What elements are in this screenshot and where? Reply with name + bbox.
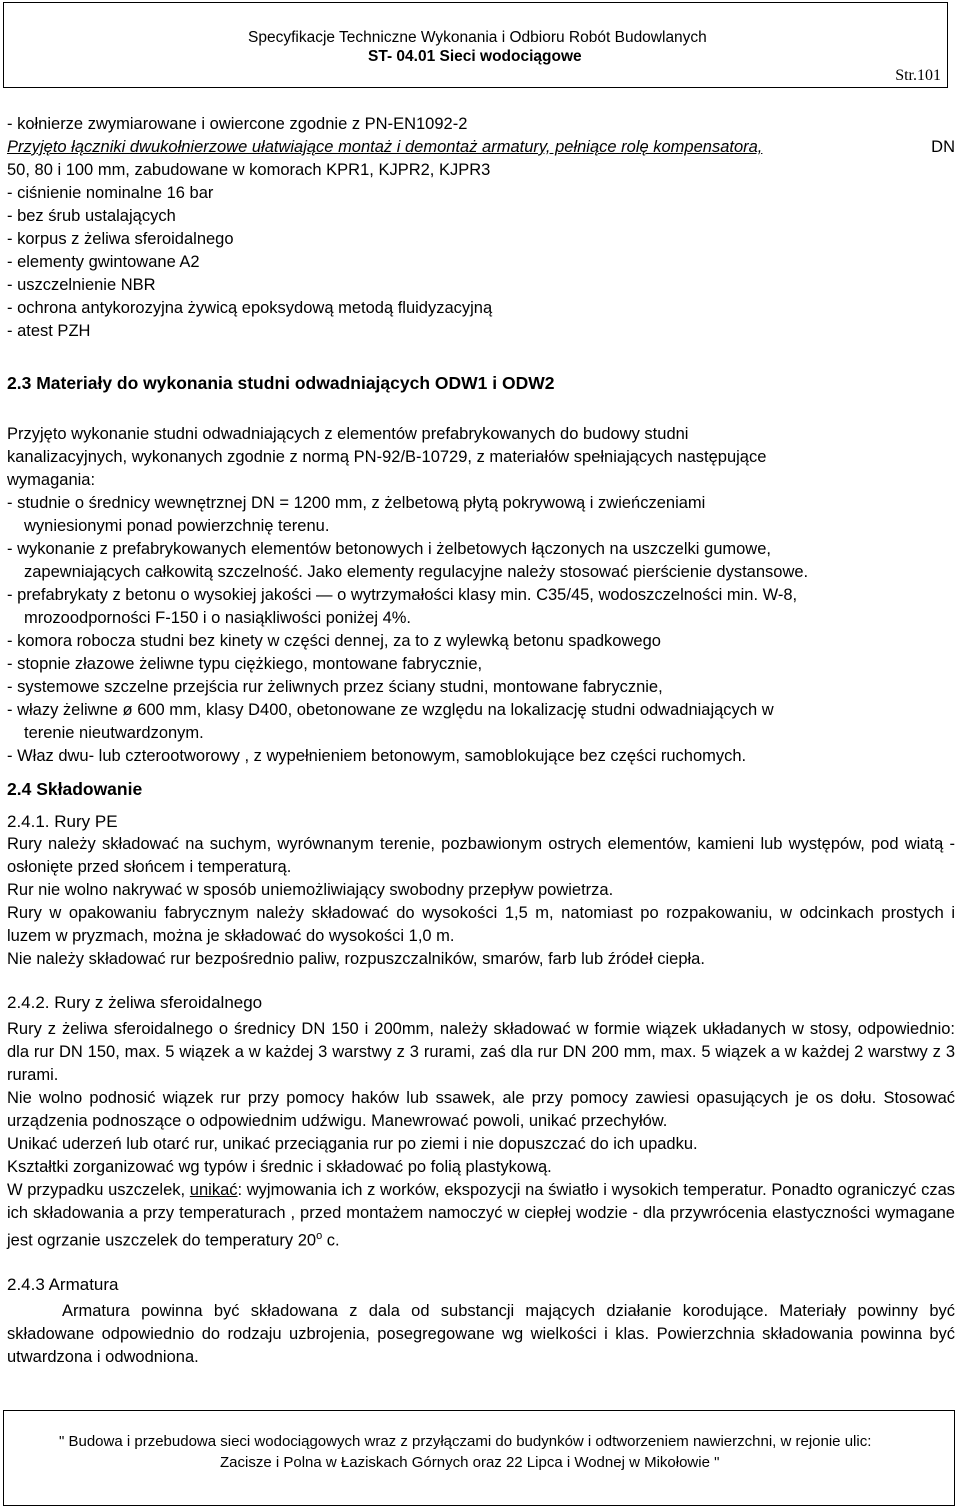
paragraph-text: : wyjmowania ich z worków, ekspozycji na światło i wysokich temperatur. Ponadto ograniczyć czas ich składowania a przy temperaturach , przed montażem namoczyć w ciepłej wodzie - dla przywrócenia elastyczności wymagane jest ogrzanie uszczelek do temperatury 20	[7, 1181, 956, 1250]
paragraph: Rur nie wolno nakrywać w sposób uniemożliwiający swobodny przepływ powietrza.	[7, 881, 614, 899]
list-item-continued: terenie nieutwardzonym.	[24, 724, 204, 742]
paragraph-text: c.	[322, 1231, 340, 1250]
document-body	[7, 113, 955, 1369]
list-item: - ochrona antykorozyjna żywicą epoksydową metodą fluidyzacyjną	[7, 299, 493, 317]
subsection-heading: 2.4.1. Rury PE	[7, 812, 118, 831]
document-title: Specyfikacje Techniczne Wykonania i Odbioru Robót Budowlanych	[248, 29, 707, 46]
list-item: - bez śrub ustalających	[7, 207, 176, 225]
paragraph: Armatura powinna być składowana z dala od substancji mających działanie korodujące. Materiały powinny być składowane odpowiednio do rodzaju uzbrojenia, posegregowane wg wielkości i klas. Powierzchnia składowania powinna być utwardzona i odwodniona.	[7, 1301, 955, 1366]
footer-project-line: " Budowa i przebudowa sieci wodociągowych wraz z przyłączami do budynków i odtworzeniem nawierzchni, w rejonie ulic:	[59, 1433, 872, 1450]
paragraph: Kształtki zorganizować wg typów i średnic i składować po folią plastykową.	[7, 1158, 552, 1176]
paragraph: Rury należy składować na suchym, wyrównanym terenie, pozbawionym ostrych elementów, kamieni lub występów, pod wiatą - osłonięte przed słońcem i temperaturą.	[7, 835, 955, 876]
subsection-heading: 2.4.3 Armatura	[7, 1274, 119, 1294]
compensator-note-text: Przyjęto łączniki dwukołnierzowe ułatwiające montaż i demontaż armatury, pełniące rolę kompensatora,	[7, 138, 763, 156]
list-item-continued: mrozoodporności F-150 i o nasiąkliwości poniżej 4%.	[24, 609, 412, 627]
list-item-continued: zapewniających całkowitą szczelność. Jako elementy regulacyjne należy stosować pierścienie dystansowe.	[24, 563, 809, 581]
list-item: - Właz dwu- lub czterootworowy , z wypełnieniem betonowym, samoblokujące bez części ruchomych.	[7, 747, 747, 765]
list-item: - kołnierze zwymiarowane i owiercone zgodnie z PN-EN1092-2	[7, 115, 468, 133]
paragraph-line: kanalizacyjnych, wykonanych zgodnie z normą PN-92/B-10729, z materiałów spełniających następujące	[7, 448, 767, 466]
page-header	[3, 2, 948, 88]
compensator-note-dn: DN	[931, 138, 955, 156]
list-item: - komora robocza studni bez kinety w części dennej, za to z wylewką betonu spadkowego	[7, 632, 661, 650]
document-subtitle: ST- 04.01 Sieci wodociągowe	[368, 48, 582, 65]
paragraph: Rury w opakowaniu fabrycznym należy składować do wysokości 1,5 m, natomiast po rozpakowaniu, w odcinkach prostych i luzem w pryzmach, można je składować do wysokości 1,0 m.	[7, 904, 955, 945]
list-item: - uszczelnienie NBR	[7, 276, 156, 294]
list-item: - korpus z żeliwa sferoidalnego	[7, 230, 234, 248]
paragraph: Nie należy składować rur bezpośrednio paliw, rozpuszczalników, smarów, farb lub źródeł ciepła.	[7, 950, 705, 968]
list-item: - atest PZH	[7, 322, 91, 340]
page-footer	[3, 1410, 955, 1506]
list-item: - wykonanie z prefabrykowanych elementów betonowych i żelbetowych łączonych na uszczelki gumowe,	[7, 540, 771, 558]
list-item: - włazy żeliwne ø 600 mm, klasy D400, obetonowane ze względu na lokalizację studni odwadniających w	[7, 701, 774, 719]
paragraph: Rury z żeliwa sferoidalnego o średnicy DN 150 i 200mm, należy składować w formie wiązek układanych w stosy, odpowiednio: dla rur DN 150, max. 5 wiązek a w każdej 3 warstwy z 3 rurami, zaś dla rur DN 200 mm, max. 5 wiązek a w każdej 2 warstwy z 3 rurami.	[7, 1020, 955, 1084]
compensator-note	[7, 136, 955, 159]
page-number: Str.101	[895, 67, 941, 84]
list-item: - studnie o średnicy wewnętrznej DN = 1200 mm, z żelbetową płytą pokrywową i zwieńczeniami	[7, 494, 706, 512]
paragraph: Nie wolno podnosić wiązek rur przy pomocy haków lub ssawek, ale przy pomocy zawiesi opasujących je os dołu. Stosować urządzenia podnoszące o odpowiednim udźwigu. Manewrować powoli, unikać przechyłów.	[7, 1089, 955, 1130]
paragraph-line: wymagania:	[7, 471, 96, 489]
list-item: - prefabrykaty z betonu o wysokiej jakości — o wytrzymałości klasy min. C35/45, wodoszczelności min. W-8,	[7, 586, 798, 604]
section-heading: 2.3 Materiały do wykonania studni odwadniających ODW1 i ODW2	[7, 373, 555, 393]
list-item: - elementy gwintowane A2	[7, 253, 200, 271]
subsection-heading: 2.4.2. Rury z żeliwa sferoidalnego	[7, 993, 263, 1012]
paragraph: Unikać uderzeń lub otarć rur, unikać przeciągania rur po ziemi i nie dopuszczać do ich upadku.	[7, 1135, 698, 1153]
underlined-word: unikać	[189, 1181, 238, 1199]
section-heading: 2.4 Składowanie	[7, 779, 143, 799]
footer-location-line: Zacisze i Polna w Łaziskach Górnych oraz 22 Lipca i Wodnej w Mikołowie "	[220, 1454, 720, 1471]
list-item: - stopnie złazowe żeliwne typu ciężkiego, montowane fabrycznie,	[7, 655, 483, 673]
list-item: - ciśnienie nominalne 16 bar	[7, 184, 214, 202]
list-item-continued: wyniesionymi ponad powierzchnię terenu.	[24, 517, 330, 535]
paragraph	[7, 1179, 955, 1253]
list-item: 50, 80 i 100 mm, zabudowane w komorach KPR1, KJPR2, KJPR3	[7, 161, 491, 179]
list-item: - systemowe szczelne przejścia rur żeliwnych przez ściany studni, montowane fabrycznie,	[7, 678, 663, 696]
paragraph-line: Przyjęto wykonanie studni odwadniających z elementów prefabrykowanych do budowy studni	[7, 425, 689, 443]
degree-superscript: o	[316, 1230, 323, 1242]
paragraph-text: W przypadku uszczelek,	[7, 1181, 190, 1199]
